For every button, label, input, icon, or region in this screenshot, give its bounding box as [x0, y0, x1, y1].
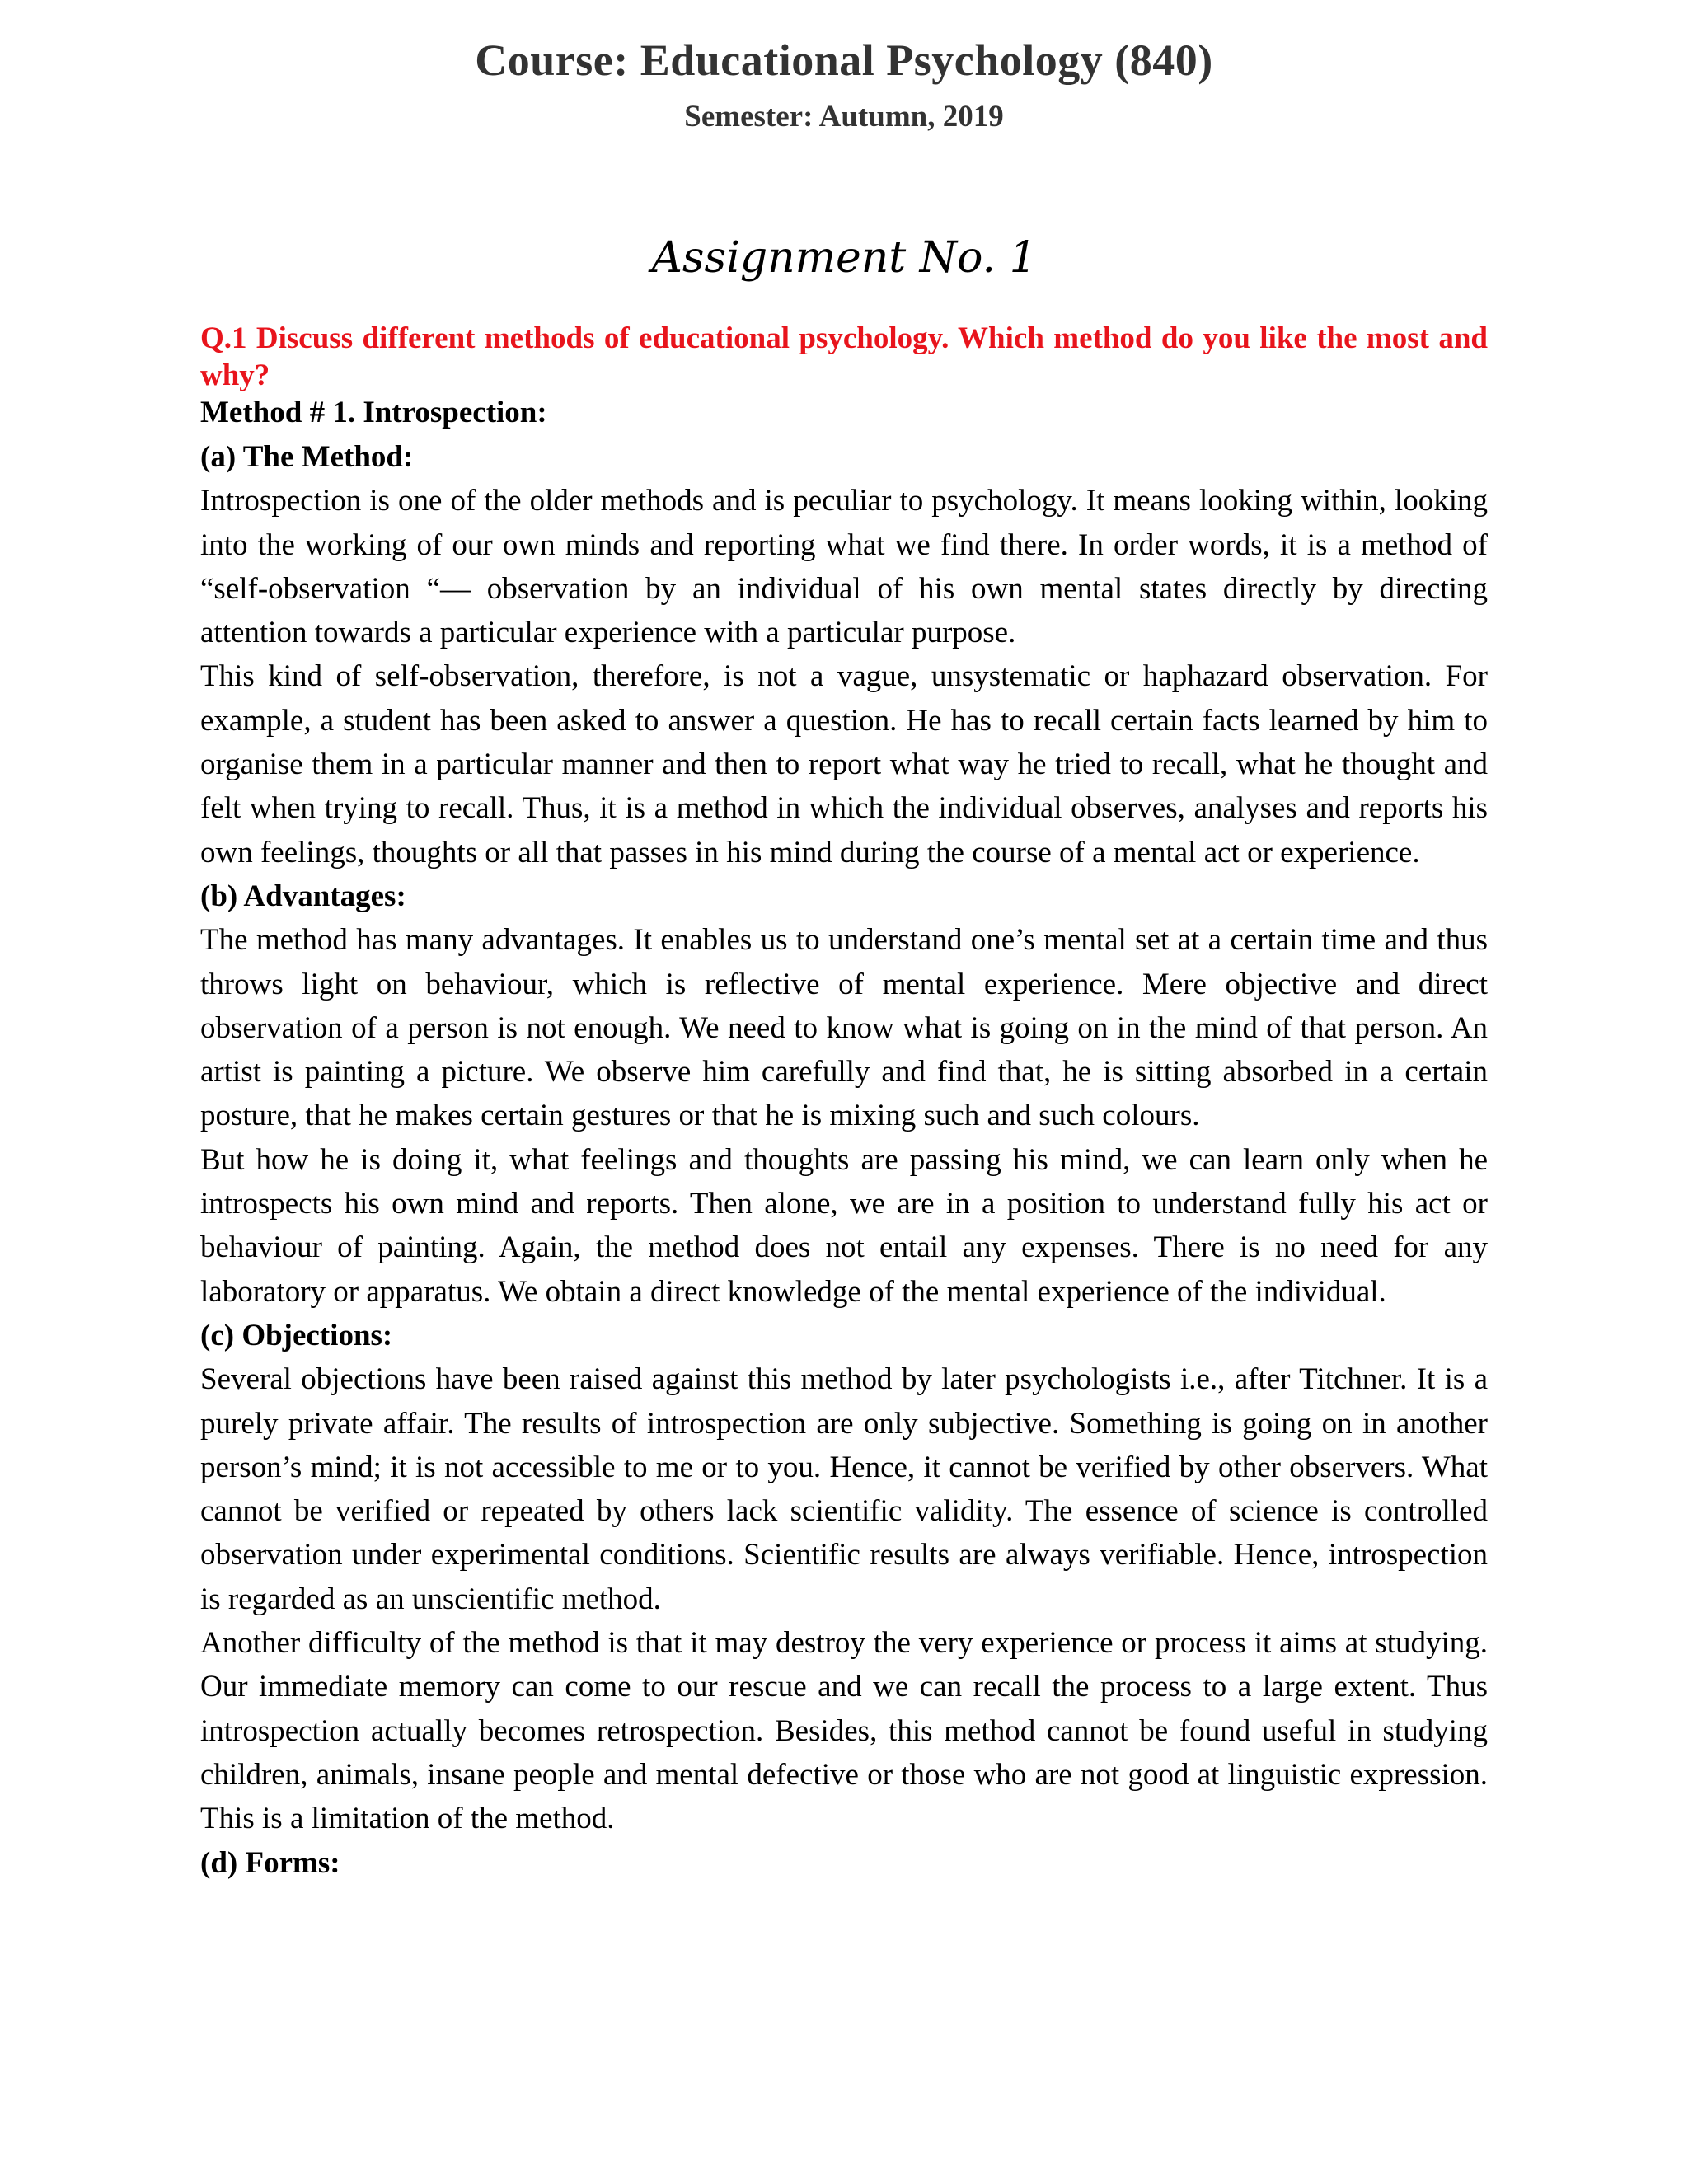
document-body	[200, 320, 1488, 1885]
paragraph: This kind of self-observation, therefore, is not a vague, unsystematic or haphazard observation. For example, a student has been asked to answer a question. He has to recall certain facts learned by him to organise them in a particular manner and then to report what way he tried to recall, what he thought and felt when trying to recall. Thus, it is a method in which the individual observes, analyses and reports his own feelings, thoughts or all that passes in his mind during the course of a mental act or experience.	[200, 659, 1488, 869]
course-title: Course: Educational Psychology (840)	[475, 35, 1213, 85]
paragraph: Several objections have been raised against this method by later psychologists i.e., after Titchner. It is a purely private affair. The results of introspection are only subjective. Something is going on in another person’s mind; it is not accessible to me or to you. Hence, it cannot be verified by other observers. What cannot be verified or repeated by others lack scientific validity. The essence of science is controlled observation under experimental conditions. Scientific results are always verifiable. Hence, introspection is regarded as an unscientific method.	[200, 1362, 1488, 1616]
paragraph: Introspection is one of the older methods and is peculiar to psychology. It means looking within, looking into the working of our own minds and reporting what we find there. In order words, it is a method of “self-observation “— observation by an individual of his own mental states directly by directing attention towards a particular experience with a particular purpose.	[200, 484, 1488, 650]
method-heading: Method # 1. Introspection:	[200, 396, 547, 429]
paragraph: But how he is doing it, what feelings and thoughts are passing his mind, we can learn only when he introspects his own mind and reports. Then alone, we are in a position to understand fully his act or behaviour of painting. Again, the method does not entail any expenses. There is no need for any laboratory or apparatus. We obtain a direct knowledge of the mental experience of the individual.	[200, 1142, 1488, 1309]
paragraph: The method has many advantages. It enables us to understand one’s mental set at a certain time and thus throws light on behaviour, which is reflective of mental experience. Mere objective and direct observation of a person is not enough. We need to know what is going on in the mind of that person. An artist is painting a picture. We observe him carefully and find that, he is sitting absorbed in a certain posture, that he makes certain gestures or that he is mixing such and such colours.	[200, 923, 1488, 1133]
assignment-title: Assignment No. 1	[651, 233, 1037, 283]
section-heading-method: (a) The Method:	[200, 440, 414, 474]
section-heading-objections: (c) Objections:	[200, 1318, 393, 1352]
question-heading: Q.1 Discuss different methods of educational psychology. Which method do you like the most and why?	[200, 321, 1488, 392]
section-heading-advantages: (b) Advantages:	[200, 879, 406, 913]
paragraph: Another difficulty of the method is that it may destroy the very experience or process it aims at studying. Our immediate memory can come to our rescue and we can recall the process to a large extent. Thus introspection actually becomes retrospection. Besides, this method cannot be found useful in studying children, animals, insane people and mental defective or those who are not good at linguistic expression. This is a limitation of the method.	[200, 1626, 1488, 1836]
semester-label: Semester: Autumn, 2019	[684, 100, 1004, 134]
section-heading-forms: (d) Forms:	[200, 1845, 340, 1880]
